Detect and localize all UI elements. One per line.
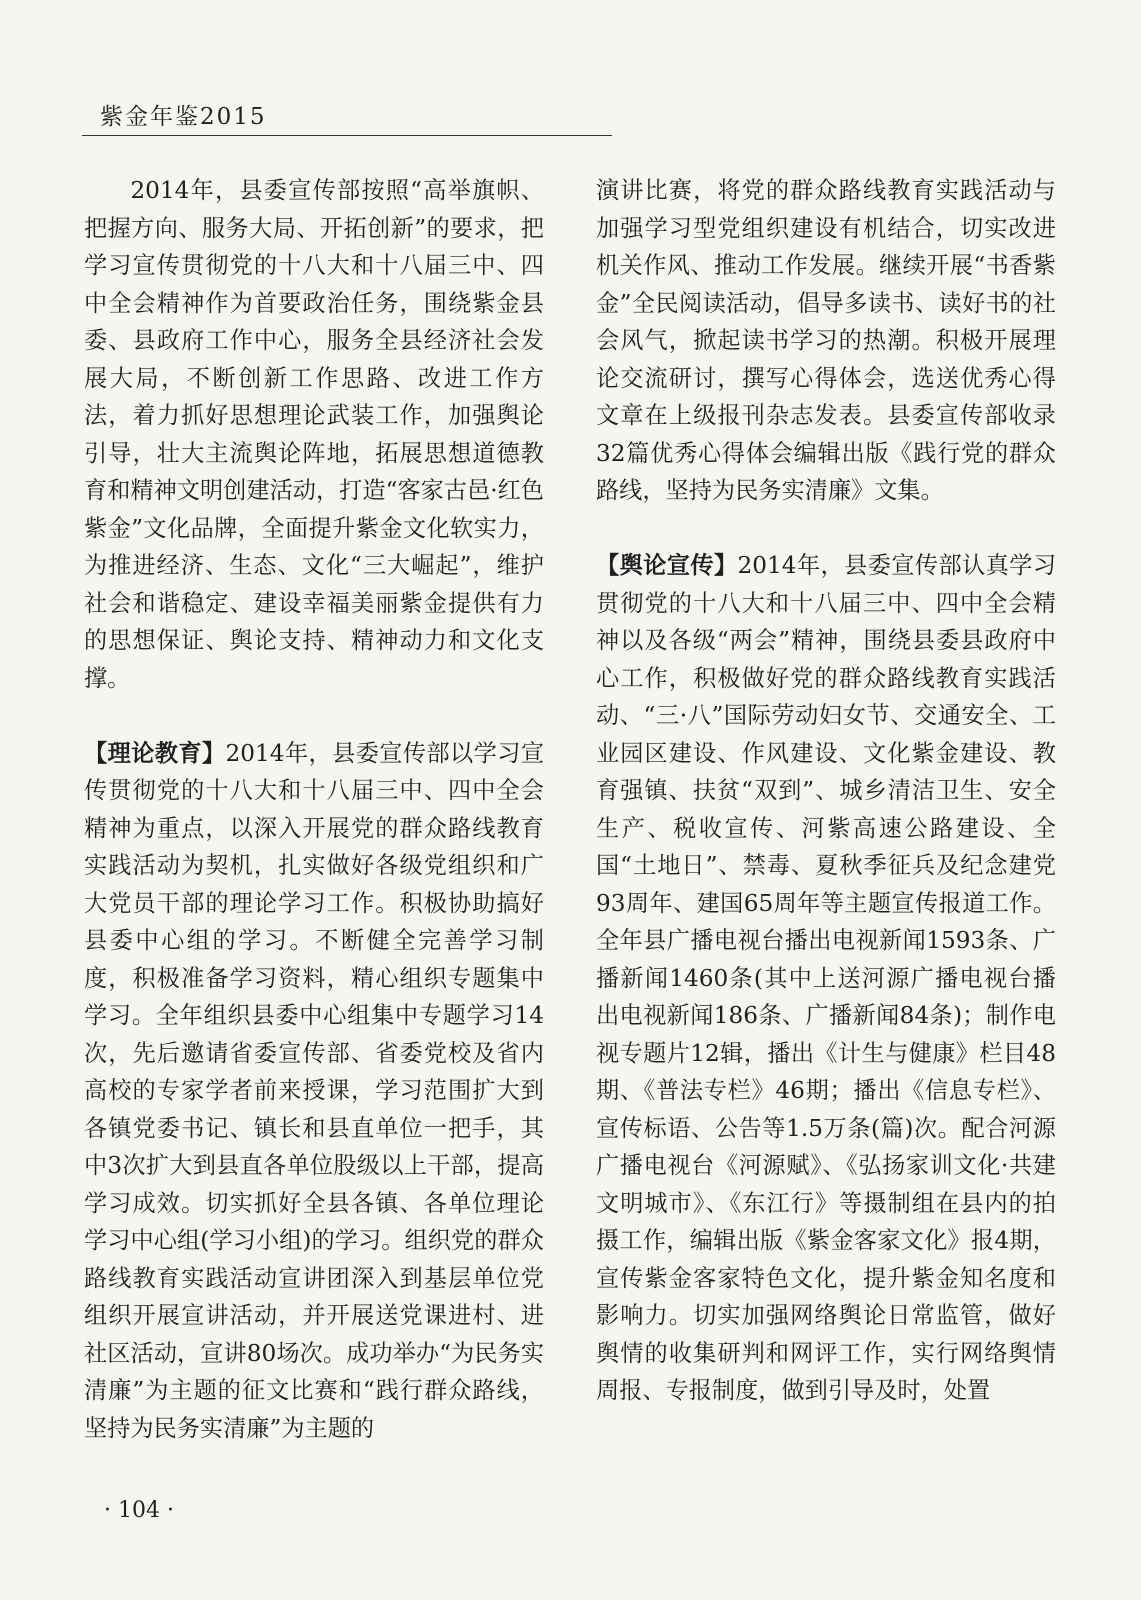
section-heading-theory-education: 【理论教育】 bbox=[84, 739, 226, 767]
public-opinion-paragraph bbox=[596, 547, 1056, 1410]
theory-education-text: 2014年，县委宣传部以学习宣传贯彻党的十八大和十八届三中、四中全会精神为重点，以深入开展党的群众路线教育实践活动为契机，扎实做好各级党组织和广大党员干部的理论学习工作。积极协助搞好县委中心组的学习。不断健全完善学习制度，积极准备学习资料，精心组织专题集中学习。全年组织县委中心组集中专题学习14次，先后邀请省委宣传部、省委党校及省内高校的专家学者前来授课，学习范围扩大到各镇党委书记、镇长和县直单位一把手，其中3次扩大到县直各单位股级以上干部，提高学习成效。切实抓好全县各镇、各单位理论学习中心组(学习小组)的学习。组织党的群众路线教育实践活动宣讲团深入到基层单位党组织开展宣讲活动，并开展送党课进村、进社区活动，宣讲80场次。成功举办“为民务实清廉”为主题的征文比赛和“践行群众路线，坚持为民务实清廉”为主题的 bbox=[84, 739, 545, 1442]
page-number: · 104 · bbox=[104, 1498, 174, 1523]
header-rule bbox=[82, 135, 612, 136]
running-header: 紫金年鉴2015 bbox=[100, 104, 267, 130]
intro-paragraph: 2014年，县委宣传部按照“高举旗帜、把握方向、服务大局、开拓创新”的要求，把学习宣传贯彻党的十八大和十八届三中、四中全会精神作为首要政治任务，围绕紫金县委、县政府工作中心，服务全县经济社会发展大局，不断创新工作思路、改进工作方法，着力抓好思想理论武装工作，加强舆论引导，壮大主流舆论阵地，拓展思想道德教育和精神文明创建活动，打造“客家古邑·红色紫金”文化品牌，全面提升紫金文化软实力，为推进经济、生态、文化“三大崛起”，维护社会和谐稳定、建设幸福美丽紫金提供有力的思想保证、舆论支持、精神动力和文化支撑。 bbox=[84, 177, 544, 692]
right-column bbox=[596, 172, 1056, 1410]
theory-education-paragraph bbox=[84, 735, 544, 1448]
left-column bbox=[84, 172, 544, 1447]
public-opinion-text: 2014年，县委宣传部认真学习贯彻党的十八大和十八届三中、四中全会精神以及各级“两会”精神，围绕县委县政府中心工作，积极做好党的群众路线教育实践活动、“三·八”国际劳动妇女节、交通安全、工业园区建设、作风建设、文化紫金建设、教育强镇、扶贫“双到”、城乡清洁卫生、安全生产、税收宣传、河紫高速公路建设、全国“土地日”、禁毒、夏秋季征兵及纪念建党93周年、建国65周年等主题宣传报道工作。全年县广播电视台播出电视新闻1593条、广播新闻1460条(其中上送河源广播电视台播出电视新闻186条、广播新闻84条)；制作电视专题片12辑，播出《计生与健康》栏目48期、《普法专栏》46期；播出《信息专栏》、宣传标语、公告等1.5万条(篇)次。配合河源广播电视台《河源赋》、《弘扬家训文化·共建文明城市》、《东江行》等摄制组在县内的拍摄工作，编辑出版《紫金客家文化》报4期，宣传紫金客家特色文化，提升紫金知名度和影响力。切实加强网络舆论日常监管，做好舆情的收集研判和网评工作，实行网络舆情周报、专报制度，做到引导及时，处置 bbox=[596, 552, 1057, 1404]
continuation-paragraph: 演讲比赛，将党的群众路线教育实践活动与加强学习型党组织建设有机结合，切实改进机关作风、推动工作发展。继续开展“书香紫金”全民阅读活动，倡导多读书、读好书的社会风气，掀起读书学习的热潮。积极开展理论交流研讨，撰写心得体会，选送优秀心得文章在上级报刊杂志发表。县委宣传部收录32篇优秀心得体会编辑出版《践行党的群众路线，坚持为民务实清廉》文集。 bbox=[596, 177, 1056, 504]
section-heading-public-opinion: 【舆论宣传】 bbox=[596, 552, 738, 579]
